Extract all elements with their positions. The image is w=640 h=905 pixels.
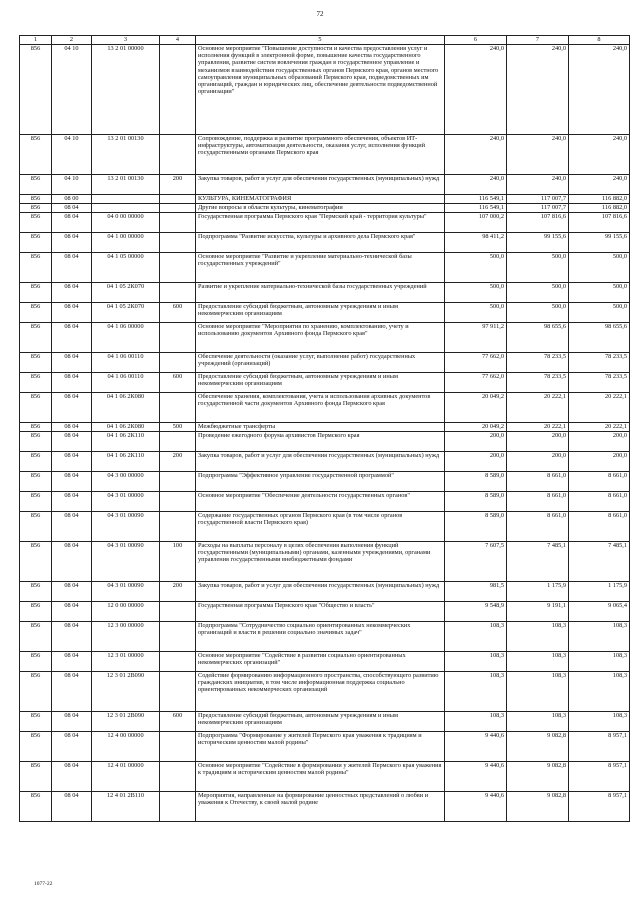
amount-year1-cell: 8 589,0 [445,492,507,512]
expense-type-cell [160,472,196,492]
table-row [20,432,630,452]
description-cell: Предоставление субсидий бюджетным, автономным учреждениям и иным некоммерческим организациям [196,373,445,393]
table-row [20,602,630,622]
code-cell: 856 [20,602,52,622]
expense-type-cell: 200 [160,175,196,195]
code-cell: 856 [20,512,52,542]
amount-year2-cell: 9 191,1 [507,602,569,622]
amount-year1-cell: 200,0 [445,452,507,472]
target-article-cell: 04 1 06 00000 [92,323,160,353]
code-cell: 856 [20,353,52,373]
column-header: 1 [20,36,52,45]
table-row [20,492,630,512]
table-row [20,652,630,672]
expense-type-cell [160,135,196,175]
description-cell: Обеспечение хранения, комплектования, учета и использования архивных документов государственной части документов Архивного фонда Пермского края [196,393,445,423]
amount-year3-cell: 107 816,6 [569,213,630,233]
page-number: 72 [316,10,324,18]
amount-year1-cell: 108,3 [445,712,507,732]
description-cell: Государственная программа Пермского края "Пермский край - территория культуры" [196,213,445,233]
amount-year3-cell: 200,0 [569,452,630,472]
code-cell: 856 [20,323,52,353]
expense-type-cell: 200 [160,452,196,472]
amount-year2-cell: 108,3 [507,672,569,712]
code-cell: 856 [20,303,52,323]
code-cell: 856 [20,652,52,672]
target-article-cell: 13 2 01 00000 [92,45,160,135]
amount-year3-cell: 1 175,9 [569,582,630,602]
target-article-cell: 12 3 01 2В090 [92,672,160,712]
description-cell: Основное мероприятие "Повышение доступности и качества предоставления услуг и исполнения функций в электронной форме, повышение качества государственного управления, развитие систем вовлечения граждан в государственное управление и механизмов взаимодействия государственных органов Пермского края, органов местного самоуправления муниципальных образований Пермского края, подведомственных им организаций, граждан и юридических лиц, обеспечение деятельности подведомственной организации" [196,45,445,135]
section-cell: 08 04 [52,732,92,762]
section-cell: 08 04 [52,542,92,582]
amount-year3-cell: 8 661,0 [569,472,630,492]
target-article-cell: 04 1 00 00000 [92,233,160,253]
description-cell: Основное мероприятие "Обеспечение деятельности государственных органов" [196,492,445,512]
code-cell: 856 [20,233,52,253]
section-cell: 08 04 [52,373,92,393]
amount-year1-cell: 8 589,0 [445,472,507,492]
target-article-cell [92,195,160,204]
code-cell: 856 [20,283,52,303]
amount-year3-cell: 8 957,1 [569,792,630,822]
section-cell: 08 04 [52,432,92,452]
section-cell: 08 04 [52,492,92,512]
expense-type-cell [160,672,196,712]
target-article-cell: 12 4 00 00000 [92,732,160,762]
expense-type-cell [160,233,196,253]
table-row [20,452,630,472]
expense-type-cell [160,353,196,373]
table-row [20,792,630,822]
description-cell: Подпрограмма "Формирование у жителей Пермского края уважения к традициям и историческим ценностям малой родины" [196,732,445,762]
amount-year2-cell: 500,0 [507,253,569,283]
budget-table [19,35,630,822]
amount-year2-cell: 108,3 [507,652,569,672]
amount-year2-cell: 240,0 [507,135,569,175]
target-article-cell: 04 1 06 2К110 [92,452,160,472]
target-article-cell: 04 3 01 00000 [92,492,160,512]
section-cell: 08 04 [52,423,92,432]
amount-year1-cell: 500,0 [445,253,507,283]
description-cell: Предоставление субсидий бюджетным, автономным учреждениям и иным некоммерческим организациям [196,712,445,732]
code-cell: 856 [20,393,52,423]
section-cell: 08 04 [52,622,92,652]
amount-year1-cell: 108,3 [445,652,507,672]
amount-year1-cell: 7 607,5 [445,542,507,582]
amount-year1-cell: 77 662,0 [445,373,507,393]
table-row [20,472,630,492]
amount-year3-cell: 20 222,1 [569,423,630,432]
column-header: 6 [445,36,507,45]
code-cell: 856 [20,213,52,233]
expense-type-cell [160,323,196,353]
code-cell: 856 [20,672,52,712]
table-row [20,323,630,353]
amount-year2-cell: 500,0 [507,303,569,323]
amount-year2-cell: 1 175,9 [507,582,569,602]
amount-year2-cell: 200,0 [507,432,569,452]
amount-year3-cell: 108,3 [569,622,630,652]
section-cell: 08 04 [52,582,92,602]
amount-year1-cell: 240,0 [445,135,507,175]
section-cell: 08 04 [52,233,92,253]
expense-type-cell [160,195,196,204]
target-article-cell: 12 4 01 2В110 [92,792,160,822]
expense-type-cell: 200 [160,582,196,602]
target-article-cell: 04 1 06 2К080 [92,423,160,432]
amount-year2-cell: 98 655,6 [507,323,569,353]
amount-year1-cell: 116 549,1 [445,204,507,213]
column-header: 3 [92,36,160,45]
code-cell: 856 [20,492,52,512]
expense-type-cell [160,432,196,452]
code-cell: 856 [20,135,52,175]
target-article-cell: 04 1 06 2К110 [92,432,160,452]
description-cell: Закупка товаров, работ и услуг для обеспечения государственных (муниципальных) нужд [196,175,445,195]
description-cell: Подпрограмма "Сотрудничество социально ориентированных некоммерческих организаций и власти в решении социально значимых задач" [196,622,445,652]
expense-type-cell: 100 [160,542,196,582]
amount-year3-cell: 116 882,0 [569,195,630,204]
target-article-cell: 12 3 01 2В090 [92,712,160,732]
section-cell: 08 04 [52,353,92,373]
table-row [20,762,630,792]
code-cell: 856 [20,582,52,602]
amount-year3-cell: 500,0 [569,283,630,303]
description-cell: Закупка товаров, работ и услуг для обеспечения государственных (муниципальных) нужд [196,452,445,472]
expense-type-cell [160,762,196,792]
table-row [20,423,630,432]
amount-year2-cell: 8 661,0 [507,492,569,512]
section-cell: 08 04 [52,472,92,492]
amount-year2-cell: 20 222,1 [507,393,569,423]
description-cell: Основное мероприятие "Развитие и укрепление материально-технической базы государственных учреждений" [196,253,445,283]
amount-year2-cell: 8 661,0 [507,472,569,492]
amount-year3-cell: 500,0 [569,303,630,323]
table-row [20,233,630,253]
amount-year2-cell: 240,0 [507,45,569,135]
amount-year1-cell: 200,0 [445,432,507,452]
amount-year1-cell: 9 440,6 [445,762,507,792]
description-cell: Проведение ежегодного форума архивистов Пермского края [196,432,445,452]
table-row [20,253,630,283]
section-cell: 08 04 [52,303,92,323]
description-cell: Другие вопросы в области культуры, кинематографии [196,204,445,213]
expense-type-cell [160,253,196,283]
amount-year3-cell: 78 233,5 [569,373,630,393]
description-cell: Основное мероприятие "Содействие в развитии социально ориентированных некоммерческих организаций" [196,652,445,672]
target-article-cell: 04 3 01 00090 [92,512,160,542]
amount-year3-cell: 9 065,4 [569,602,630,622]
column-header: 5 [196,36,445,45]
expense-type-cell: 600 [160,373,196,393]
target-article-cell: 04 1 06 00110 [92,373,160,393]
column-header: 8 [569,36,630,45]
description-cell: Межбюджетные трансферты [196,423,445,432]
code-cell: 856 [20,175,52,195]
section-cell: 08 04 [52,792,92,822]
description-cell: Основное мероприятие "Содействие в формировании у жителей Пермского края уважения к традициям и историческим ценностям малой родины" [196,762,445,792]
section-cell: 08 04 [52,712,92,732]
expense-type-cell [160,393,196,423]
header-row [20,36,630,45]
section-cell: 04 10 [52,45,92,135]
amount-year3-cell: 8 957,1 [569,732,630,762]
amount-year1-cell: 20 049,2 [445,423,507,432]
description-cell: Содействие формированию информационного пространства, способствующего развитию гражданских инициатив, в том числе информационная поддержка социально ориентированных некоммерческих организаций [196,672,445,712]
expense-type-cell [160,283,196,303]
amount-year1-cell: 500,0 [445,283,507,303]
description-cell: Расходы на выплаты персоналу в целях обеспечения выполнения функций государственными (муниципальными) органами, казенными учреждениями, органами управления государственными внебюджетными фондами [196,542,445,582]
section-cell: 08 00 [52,195,92,204]
description-cell: Мероприятия, направленные на формирование ценностных представлений о любви и уважения к Отечеству, к своей малой родине [196,792,445,822]
section-cell: 08 04 [52,204,92,213]
target-article-cell: 04 3 01 00090 [92,582,160,602]
description-cell: Развитие и укрепление материально-технической базы государственных учреждений [196,283,445,303]
amount-year3-cell: 240,0 [569,135,630,175]
expense-type-cell [160,732,196,762]
code-cell: 856 [20,472,52,492]
table-body [20,45,630,822]
target-article-cell: 04 1 05 2К070 [92,283,160,303]
amount-year3-cell: 98 655,6 [569,323,630,353]
target-article-cell: 12 3 01 00000 [92,652,160,672]
amount-year3-cell: 8 957,1 [569,762,630,792]
code-cell: 856 [20,253,52,283]
table-row [20,195,630,204]
target-article-cell: 13 2 01 00130 [92,175,160,195]
expense-type-cell [160,602,196,622]
target-article-cell: 13 2 01 00130 [92,135,160,175]
expense-type-cell [160,512,196,542]
table-row [20,213,630,233]
section-cell: 08 04 [52,452,92,472]
table-row [20,732,630,762]
amount-year2-cell: 99 155,6 [507,233,569,253]
description-cell: Предоставление субсидий бюджетным, автономным учреждениям и иным некоммерческим организациям [196,303,445,323]
section-cell: 08 04 [52,652,92,672]
table-row [20,512,630,542]
amount-year1-cell: 981,5 [445,582,507,602]
amount-year3-cell: 108,3 [569,652,630,672]
table-row [20,542,630,582]
amount-year3-cell: 200,0 [569,432,630,452]
section-cell: 08 04 [52,602,92,622]
description-cell: Государственная программа Пермского края "Общество и власть" [196,602,445,622]
expense-type-cell [160,622,196,652]
section-cell: 04 10 [52,135,92,175]
amount-year3-cell: 240,0 [569,175,630,195]
target-article-cell: 04 3 00 00000 [92,472,160,492]
code-cell: 856 [20,622,52,652]
table-row [20,283,630,303]
description-cell: Обеспечение деятельности (оказание услуг, выполнение работ) государственных учреждений (организаций) [196,353,445,373]
description-cell: Содержание государственных органов Пермского края (в том числе органов государственной власти Пермского края) [196,512,445,542]
amount-year3-cell: 20 222,1 [569,393,630,423]
target-article-cell: 04 1 06 2К080 [92,393,160,423]
amount-year1-cell: 97 911,2 [445,323,507,353]
amount-year1-cell: 500,0 [445,303,507,323]
amount-year2-cell: 117 007,7 [507,195,569,204]
code-cell: 856 [20,792,52,822]
section-cell: 08 04 [52,393,92,423]
section-cell: 08 04 [52,253,92,283]
table-row [20,45,630,135]
amount-year1-cell: 9 440,6 [445,792,507,822]
expense-type-cell [160,492,196,512]
amount-year2-cell: 200,0 [507,452,569,472]
table-row [20,672,630,712]
footer-code: 1077-22 [34,881,53,887]
amount-year2-cell: 107 816,6 [507,213,569,233]
description-cell: Сопровождение, поддержка и развитие программного обеспечения, объектов ИТ-инфраструктуры, автоматизация деятельности, оказания услуг, исполнения функций государственными органами Пермского края [196,135,445,175]
amount-year2-cell: 20 222,1 [507,423,569,432]
section-cell: 04 10 [52,175,92,195]
code-cell: 856 [20,432,52,452]
code-cell: 856 [20,712,52,732]
table-row [20,373,630,393]
column-header: 4 [160,36,196,45]
amount-year1-cell: 20 049,2 [445,393,507,423]
amount-year3-cell: 108,3 [569,672,630,712]
section-cell: 08 04 [52,323,92,353]
amount-year2-cell: 108,3 [507,622,569,652]
amount-year2-cell: 7 485,1 [507,542,569,582]
section-cell: 08 04 [52,762,92,792]
table-row [20,712,630,732]
amount-year1-cell: 8 589,0 [445,512,507,542]
code-cell: 856 [20,204,52,213]
amount-year1-cell: 240,0 [445,175,507,195]
description-cell: Подпрограмма "Развитие искусства, культуры и архивного дела Пермского края" [196,233,445,253]
target-article-cell: 12 4 01 00000 [92,762,160,792]
amount-year2-cell: 500,0 [507,283,569,303]
amount-year3-cell: 500,0 [569,253,630,283]
expense-type-cell [160,652,196,672]
amount-year3-cell: 108,3 [569,712,630,732]
target-article-cell: 04 0 00 00000 [92,213,160,233]
amount-year3-cell: 240,0 [569,45,630,135]
amount-year2-cell: 240,0 [507,175,569,195]
target-article-cell [92,204,160,213]
expense-type-cell [160,45,196,135]
description-cell: Подпрограмма "Эффективное управление государственной программой" [196,472,445,492]
table-row [20,135,630,175]
table-row [20,204,630,213]
target-article-cell: 04 1 05 00000 [92,253,160,283]
code-cell: 856 [20,452,52,472]
amount-year2-cell: 9 082,8 [507,792,569,822]
amount-year1-cell: 116 549,1 [445,195,507,204]
expense-type-cell [160,213,196,233]
description-cell: Основное мероприятие "Мероприятия по хранению, комплектованию, учету и использованию документов Архивного фонда Пермского края" [196,323,445,353]
amount-year2-cell: 9 082,8 [507,732,569,762]
amount-year1-cell: 77 662,0 [445,353,507,373]
code-cell: 856 [20,423,52,432]
expense-type-cell: 600 [160,712,196,732]
amount-year1-cell: 240,0 [445,45,507,135]
amount-year2-cell: 9 082,8 [507,762,569,792]
target-article-cell: 12 0 00 00000 [92,602,160,622]
amount-year3-cell: 116 882,0 [569,204,630,213]
amount-year2-cell: 78 233,5 [507,353,569,373]
amount-year1-cell: 9 440,6 [445,732,507,762]
expense-type-cell [160,792,196,822]
amount-year3-cell: 8 661,0 [569,512,630,542]
column-header: 2 [52,36,92,45]
amount-year2-cell: 117 007,7 [507,204,569,213]
target-article-cell: 04 1 06 00110 [92,353,160,373]
target-article-cell: 12 3 00 00000 [92,622,160,652]
code-cell: 856 [20,762,52,792]
code-cell: 856 [20,45,52,135]
target-article-cell: 04 1 05 2К070 [92,303,160,323]
amount-year2-cell: 78 233,5 [507,373,569,393]
table-row [20,393,630,423]
code-cell: 856 [20,542,52,582]
expense-type-cell [160,204,196,213]
table-row [20,582,630,602]
amount-year3-cell: 7 485,1 [569,542,630,582]
amount-year1-cell: 98 411,2 [445,233,507,253]
code-cell: 856 [20,732,52,762]
table-row [20,303,630,323]
expense-type-cell: 500 [160,423,196,432]
amount-year2-cell: 8 661,0 [507,512,569,542]
amount-year3-cell: 8 661,0 [569,492,630,512]
amount-year2-cell: 108,3 [507,712,569,732]
description-cell: КУЛЬТУРА, КИНЕМАТОГРАФИЯ [196,195,445,204]
amount-year1-cell: 108,3 [445,672,507,712]
column-header: 7 [507,36,569,45]
amount-year1-cell: 107 000,2 [445,213,507,233]
expense-type-cell: 600 [160,303,196,323]
section-cell: 08 04 [52,672,92,712]
amount-year3-cell: 78 233,5 [569,353,630,373]
section-cell: 08 04 [52,512,92,542]
section-cell: 08 04 [52,283,92,303]
amount-year1-cell: 9 548,9 [445,602,507,622]
table-row [20,175,630,195]
code-cell: 856 [20,373,52,393]
table-row [20,622,630,652]
target-article-cell: 04 3 01 00090 [92,542,160,582]
section-cell: 08 04 [52,213,92,233]
description-cell: Закупка товаров, работ и услуг для обеспечения государственных (муниципальных) нужд [196,582,445,602]
code-cell: 856 [20,195,52,204]
amount-year1-cell: 108,3 [445,622,507,652]
table-row [20,353,630,373]
amount-year3-cell: 99 155,6 [569,233,630,253]
